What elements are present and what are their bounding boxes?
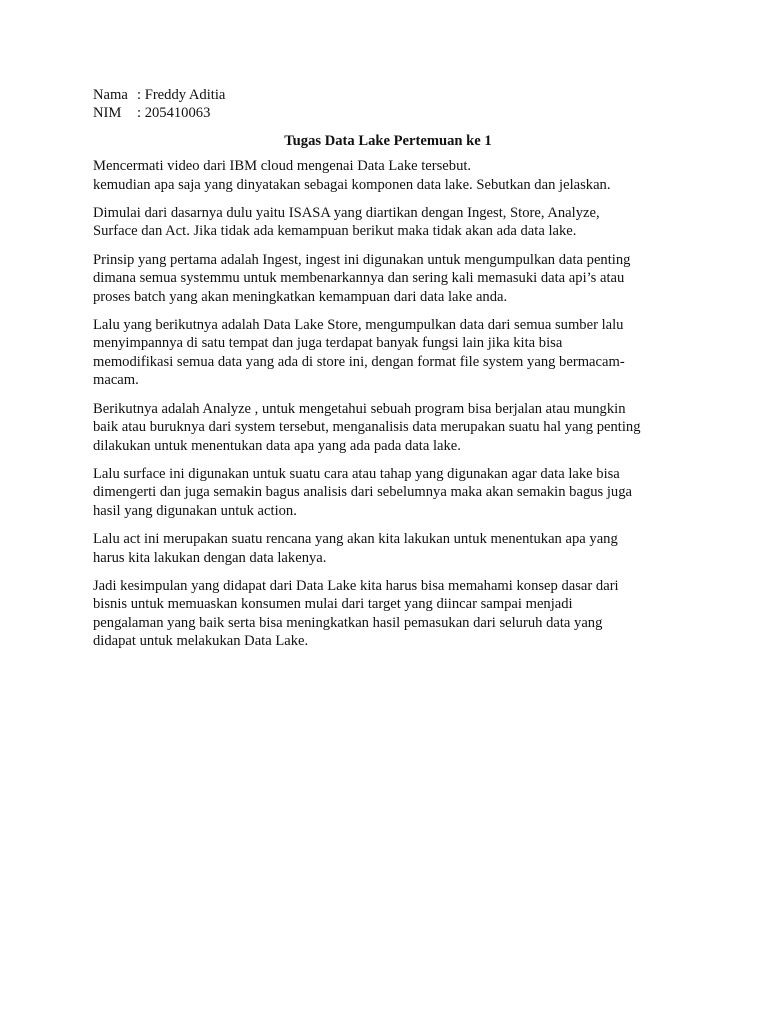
paragraph [93,316,683,390]
paragraph [93,251,683,306]
paragraph [93,465,683,520]
paragraph-line: dilakukan untuk menentukan data apa yang ada pada data lake. [93,437,461,454]
document-title: Tugas Data Lake Pertemuan ke 1 [284,132,492,149]
paragraph-line: baik atau buruknya dari system tersebut, menganalisis data merupakan suatu hal yang penting [93,419,641,436]
paragraphs [93,157,683,650]
paragraph-line: Berikutnya adalah Analyze , untuk mengetahui sebuah program bisa berjalan atau mungkin [93,400,626,417]
nim-value: : 205410063 [137,105,211,122]
name-label: Nama [93,87,128,103]
document-body [93,86,683,661]
paragraph-line: Lalu surface ini digunakan untuk suatu cara atau tahap yang digunakan agar data lake bisa [93,465,620,482]
paragraph-line: Prinsip yang pertama adalah Ingest, ingest ini digunakan untuk mengumpulkan data penting [93,251,631,268]
paragraph-line: bisnis untuk memuaskan konsumen mulai dari target yang diincar sampai menjadi [93,596,573,613]
paragraph-line: proses batch yang akan meningkatkan kemampuan dari data lake anda. [93,288,508,305]
paragraph-line: dimana semua systemmu untuk membenarkannya dan sering kali memasuki data api’s atau [93,270,625,287]
paragraph-line: didapat untuk melakukan Data Lake. [93,633,309,650]
paragraph-line: Jadi kesimpulan yang didapat dari Data Lake kita harus bisa memahami konsep dasar dari [93,577,619,594]
paragraph-line: pengalaman yang baik serta bisa meningkatkan hasil pemasukan dari seluruh data yang [93,614,603,631]
paragraph-line: macam. [93,372,139,389]
paragraph-line: menyimpannya di satu tempat dan juga terdapat banyak fungsi lain jika kita bisa [93,335,563,352]
nim-label: NIM [93,105,122,122]
paragraph-line: memodifikasi semua data yang ada di store ini, dengan format file system yang bermacam- [93,353,625,370]
paragraph-line: dimengerti dan juga semakin bagus analisis dari sebelumnya maka akan semakin bagus juga [93,484,633,501]
paragraph-line: hasil yang digunakan untuk action. [93,502,297,519]
paragraph [93,400,683,455]
name-value: : Freddy Aditia [137,87,226,103]
paragraph [93,204,683,241]
paragraph-line: kemudian apa saja yang dinyatakan sebagai komponen data lake. Sebutkan dan jelaskan. [93,176,611,193]
paragraph-line: Surface dan Act. Jika tidak ada kemampuan berikut maka tidak akan ada data lake. [93,223,577,240]
paragraph-line: Lalu act ini merupakan suatu rencana yang akan kita lakukan untuk menentukan apa yang [93,531,618,548]
paragraph-line: Dimulai dari dasarnya dulu yaitu ISASA yang diartikan dengan Ingest, Store, Analyze, [93,205,600,222]
nim-row [93,104,683,122]
name-row [93,86,683,104]
paragraph-line: Mencermati video dari IBM cloud mengenai Data Lake tersebut. [93,158,472,175]
paragraph [93,577,683,651]
paragraph-line: Lalu yang berikutnya adalah Data Lake Store, mengumpulkan data dari semua sumber lalu [93,317,624,334]
paragraph [93,530,683,567]
paragraph-line: harus kita lakukan dengan data lakenya. [93,549,327,566]
paragraph [93,157,683,194]
